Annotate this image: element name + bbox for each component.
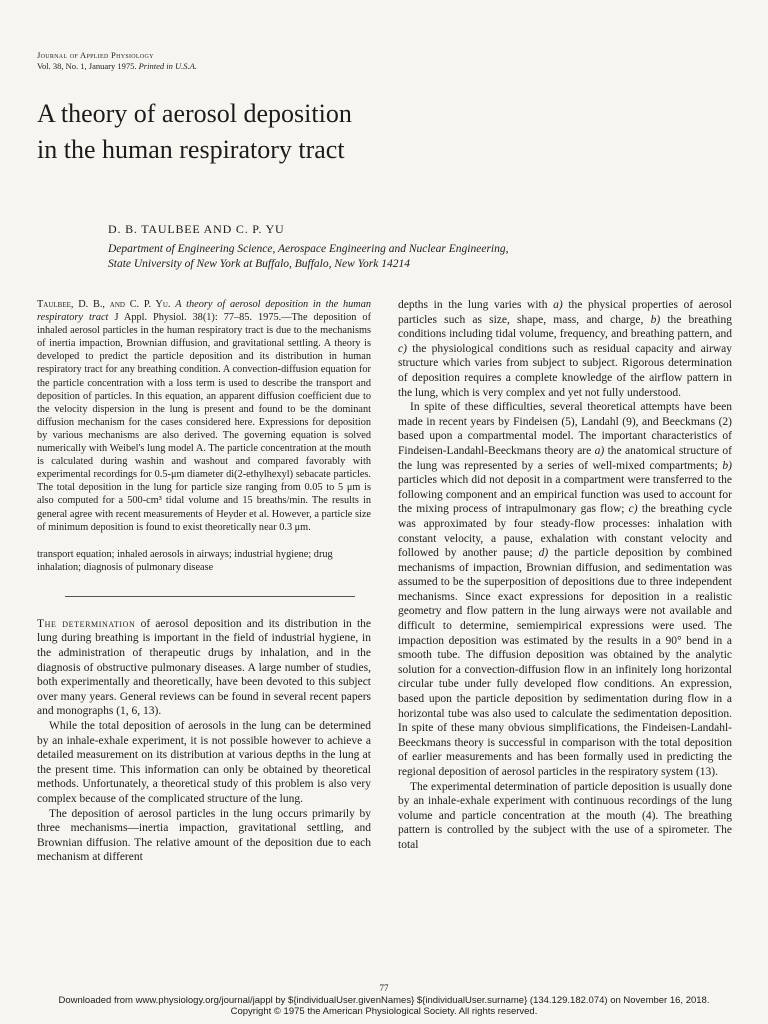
p4-part-4: the physiological conditions such as residual capacity and airway structure which varies from subject to subject. Rigorous determination of deposition requires a complete knowledge of the airflow pattern in the lung, which is very complex and yet not fully understood. xyxy=(398,342,732,399)
paragraph-1 xyxy=(37,617,371,719)
paragraph-1-text: of aerosol deposition and its distribution in the lung during breathing is important in the field of industrial hygiene, in the administration of therapeutic drugs by inhalation, and in the diagnosis of obstructive pulmonary diseases. A large number of studies, both experimentally and theoretically, have been devoted to this subject over many years. General reviews can be found in several recent papers and monographs (1, 6, 13). xyxy=(37,617,371,718)
p5-part-4: the breathing cycle was approximated by four steady-flow processes: inhalation with constant velocity, a pause, exhalation with constant velocity and followed by another pause; xyxy=(398,503,732,560)
abstract-cite-authors: Taulbee, D. B., and C. P. Yu. xyxy=(37,299,171,310)
label-c: c) xyxy=(398,342,407,355)
abstract-text: The deposition of inhaled aerosol particles in the human respiratory tract is due to the mechanisms of inertia impaction, Brownian diffusion, and gravitational settling. A theory is developed to predict the particle deposition and its distribution in human respiratory tract for any breathing condition. A convection-diffusion equation for the particle concentration with a loss term is used to describe the transport and deposition of particles. In this equation, an apparent diffusion coefficient due to the velocity dispersion in the lung is present and found to be the dominant diffusion mechanism for the cases considered here. Expressions for deposition by various mechanisms are also derived. The governing equation is solved numerically with Weibel's lung model A. The particle concentration at the mouth is calculated during washin and washout and compared favorably with experimental recordings for 0.5-μm diameter di(2-ethylhexyl) sebacate particles. The total deposition in the lung for particle size ranging from 0.05 to 5 μm is also computed for a 500-cm³ tidal volume and 15 breaths/min. The results in general agree with recent measurements of Heyder et al. However, a particle size of minimum deposition is found to exist theoretically near 0.3 μm. xyxy=(37,312,372,533)
p5-part-3: particles which did not deposit in a compartment were transferred to the following component and an empirical function was used to account for the mixing process of intrapulmonary gas flow; xyxy=(398,474,732,516)
abstract-cite-ref: J Appl. Physiol. 38(1): 77–85. 1975.— xyxy=(114,312,292,324)
right-column xyxy=(398,298,732,853)
author-list: D. B. TAULBEE AND C. P. YU xyxy=(108,222,285,236)
label-c: c) xyxy=(628,503,638,516)
label-b: b) xyxy=(722,459,732,472)
paragraph-3: The deposition of aerosol particles in the lung occurs primarily by three mechanisms—inertia impaction, gravitational settling, and Brownian diffusion. The relative amount of the deposition due to each mechanism at different xyxy=(37,807,371,864)
p5-part-1: In spite of these difficulties, several theoretical attempts have been made in recent years by Findeisen (5), Landahl (9), and Beeckmans (2) based upon a compartmental model. The important characteristics of Findeisen-Landahl-Beeckmans theory are xyxy=(398,401,732,457)
abstract xyxy=(37,298,371,534)
label-d: d) xyxy=(538,547,549,560)
abstract-cite-title: A theory of aerosol deposition in the human respiratory tract xyxy=(37,299,372,324)
volume-line xyxy=(37,61,197,72)
label-a: a) xyxy=(594,444,605,457)
article-title xyxy=(37,96,637,168)
affiliation xyxy=(108,242,708,272)
title-line-2: in the human respiratory tract xyxy=(37,135,345,164)
p4-part-2: the physical properties of aerosol particles such as size, shape, mass, and charge, xyxy=(398,299,732,326)
p5-part-2: the anatomical structure of the lung was represented by a series of well-mixed compartments; xyxy=(398,444,733,472)
affiliation-line-2: State University of New York at Buffalo, Buffalo, New York 14214 xyxy=(108,258,410,270)
section-divider xyxy=(65,596,355,597)
body-text-right xyxy=(398,298,732,853)
lead-in: The determination xyxy=(37,617,136,630)
label-b: b) xyxy=(650,313,661,326)
p5-part-5: the particle deposition by combined mechanisms of impaction, Brownian diffusion, and sedimentation was assumed to be the superposition of depositions due to three independent mechanisms. Since exact expressions for deposition in a realistic geometry and flow pattern in the lung airways were not available and difficult to determine, semiempirical expressions were used. The impaction deposition was estimated by the results in a 90° bend in a smooth tube. The diffusion deposition was obtained by the analytic solution for a convection-diffusion flow in an infinitely long horizontal circular tube under fully developed flow conditions. An expression, based upon the particle deposition by sedimentation during flow in a horizontal tube was also used to calculate the sedimentation deposition. In spite of these many obvious simplifications, the Findeisen-Landahl-Beeckmans theory is successful in comparison with the total deposition of earlier measurements and has been formally used in predicting the regional deposition of aerosol particles in the respiratory system (13). xyxy=(398,547,732,778)
journal-name: Journal of Applied Physiology xyxy=(37,50,154,60)
p4-part-1: depths in the lung varies with xyxy=(398,299,554,311)
affiliation-line-1: Department of Engineering Science, Aerospace Engineering and Nuclear Engineering, xyxy=(108,243,509,255)
copyright-notice: Copyright © 1975 the American Physiological Society. All rights reserved. xyxy=(230,1006,538,1017)
download-notice: Downloaded from www.physiology.org/journal/jappl by ${individualUser.givenNames} ${individualUser.surname} (134.129.182.074) on November 16, 2018. xyxy=(58,995,710,1006)
title-line-1: A theory of aerosol deposition xyxy=(37,99,352,128)
paragraph-4 xyxy=(398,298,732,400)
page-number: 77 xyxy=(379,983,389,993)
paragraph-5 xyxy=(398,400,732,779)
download-footer xyxy=(0,995,768,1017)
left-column xyxy=(37,298,371,865)
paragraph-2: While the total deposition of aerosols in the lung can be determined by an inhale-exhale experiment, it is not possible however to achieve a detailed measurement on its distribution at various depths in the lung at the present time. This information can only be obtained by theoretical methods. Unfortunately, a theoretical study of this problem is also very complex because of the complicated structure of the lung. xyxy=(37,720,371,805)
journal-header xyxy=(37,50,197,72)
volume-info: Vol. 38, No. 1, January 1975. xyxy=(37,61,137,71)
body-text-left xyxy=(37,617,371,865)
p4-part-3: the breathing conditions including tidal volume, frequency, and breathing pattern, and xyxy=(398,313,732,341)
label-a: a) xyxy=(553,299,563,311)
printed-note: Printed in U.S.A. xyxy=(138,61,197,71)
keywords: transport equation; inhaled aerosols in airways; industrial hygiene; drug inhalation; diagnosis of pulmonary disease xyxy=(37,548,333,573)
paragraph-6: The experimental determination of particle deposition is usually done by an inhale-exhale experiment with continuous recordings of the lung volume and particle concentration at the mouth (4). The breathing pattern is controlled by the subject with the use of a spirometer. The total xyxy=(398,780,732,851)
